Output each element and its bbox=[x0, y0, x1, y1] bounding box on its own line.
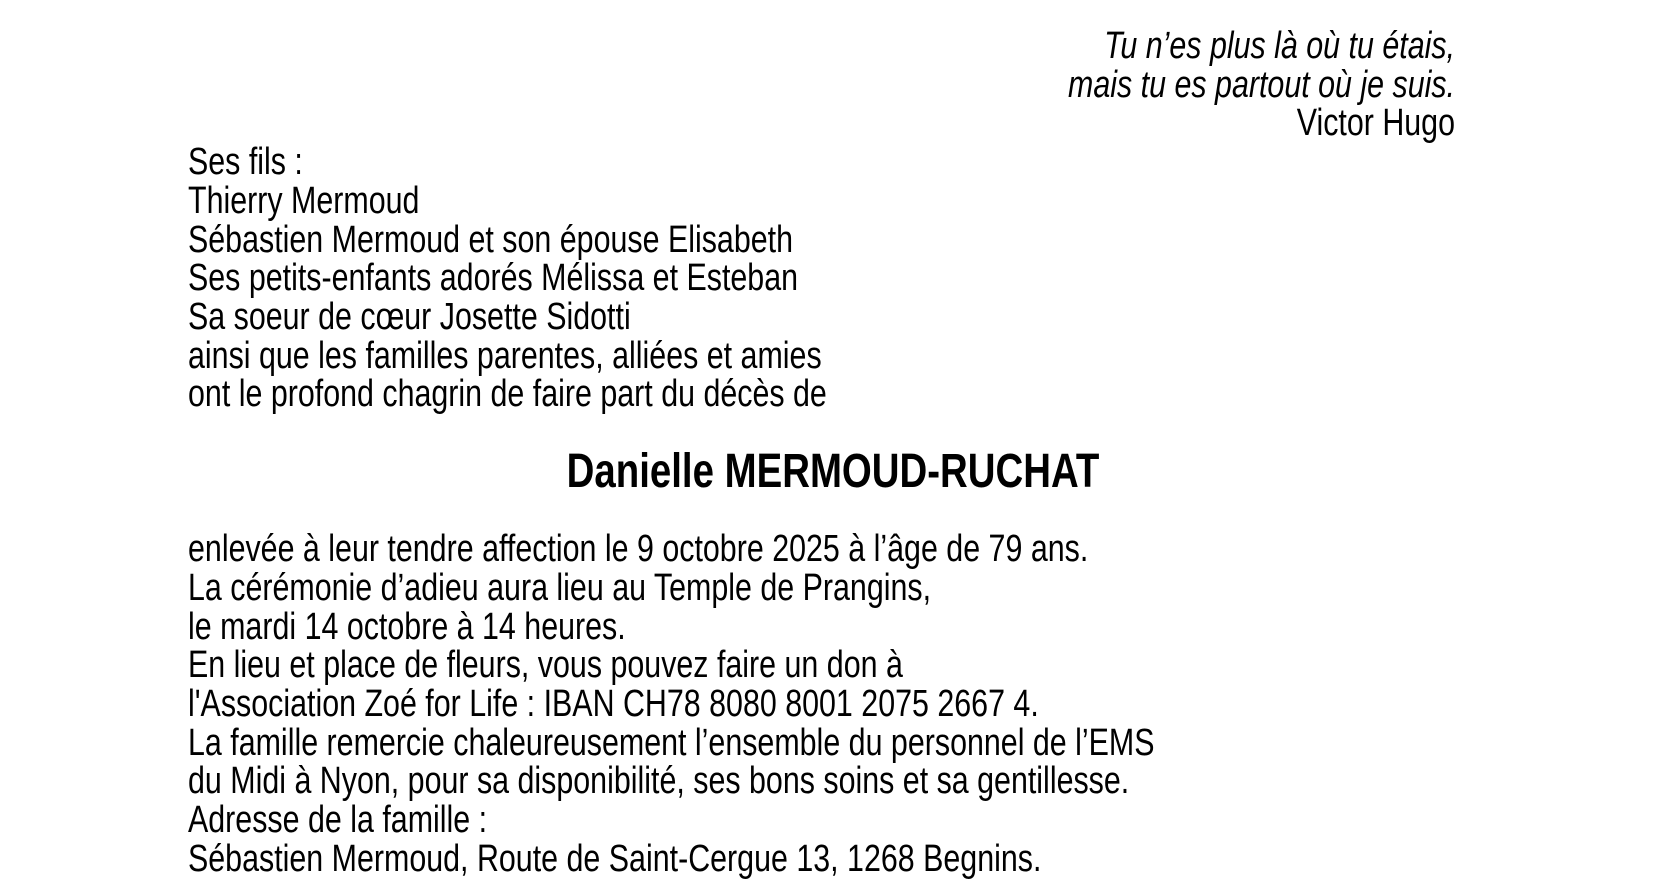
ceremony-details bbox=[188, 530, 1210, 878]
detail-line: l'Association Zoé for Life : IBAN CH78 8080 8001 2075 2667 4. bbox=[188, 682, 1039, 725]
quote-line: mais tu es partout où je suis. bbox=[1068, 63, 1455, 106]
detail-line: En lieu et place de fleurs, vous pouvez faire un don à bbox=[188, 644, 903, 687]
detail-line: du Midi à Nyon, pour sa disponibilité, ses bons soins et sa gentillesse. bbox=[188, 760, 1130, 803]
memorial-quote bbox=[441, 27, 1455, 143]
detail-line: le mardi 14 octobre à 14 heures. bbox=[188, 605, 626, 648]
intro-line: ont le profond chagrin de faire part du décès de bbox=[188, 373, 827, 416]
family-intro bbox=[188, 143, 1210, 414]
deceased-name: Danielle MERMOUD-RUCHAT bbox=[566, 444, 1100, 498]
detail-line: La famille remercie chaleureusement l’ensemble du personnel de l’EMS bbox=[188, 721, 1155, 764]
intro-line: Sa soeur de cœur Josette Sidotti bbox=[188, 295, 631, 338]
detail-line: enlevée à leur tendre affection le 9 octobre 2025 à l’âge de 79 ans. bbox=[188, 528, 1089, 571]
detail-line: Adresse de la famille : bbox=[188, 799, 488, 842]
detail-line: La cérémonie d’adieu aura lieu au Temple de Prangins, bbox=[188, 566, 932, 609]
intro-line: Sébastien Mermoud et son épouse Elisabeth bbox=[188, 218, 794, 261]
quote-attribution: Victor Hugo bbox=[1296, 102, 1455, 145]
intro-line: Ses fils : bbox=[188, 141, 303, 184]
intro-line: Ses petits-enfants adorés Mélissa et Esteban bbox=[188, 257, 799, 300]
detail-line: Sébastien Mermoud, Route de Saint-Cergue 13, 1268 Begnins. bbox=[188, 837, 1042, 880]
intro-line: ainsi que les familles parentes, alliées et amies bbox=[188, 334, 822, 377]
quote-line: Tu n’es plus là où tu étais, bbox=[1104, 25, 1455, 67]
intro-line: Thierry Mermoud bbox=[188, 179, 420, 222]
